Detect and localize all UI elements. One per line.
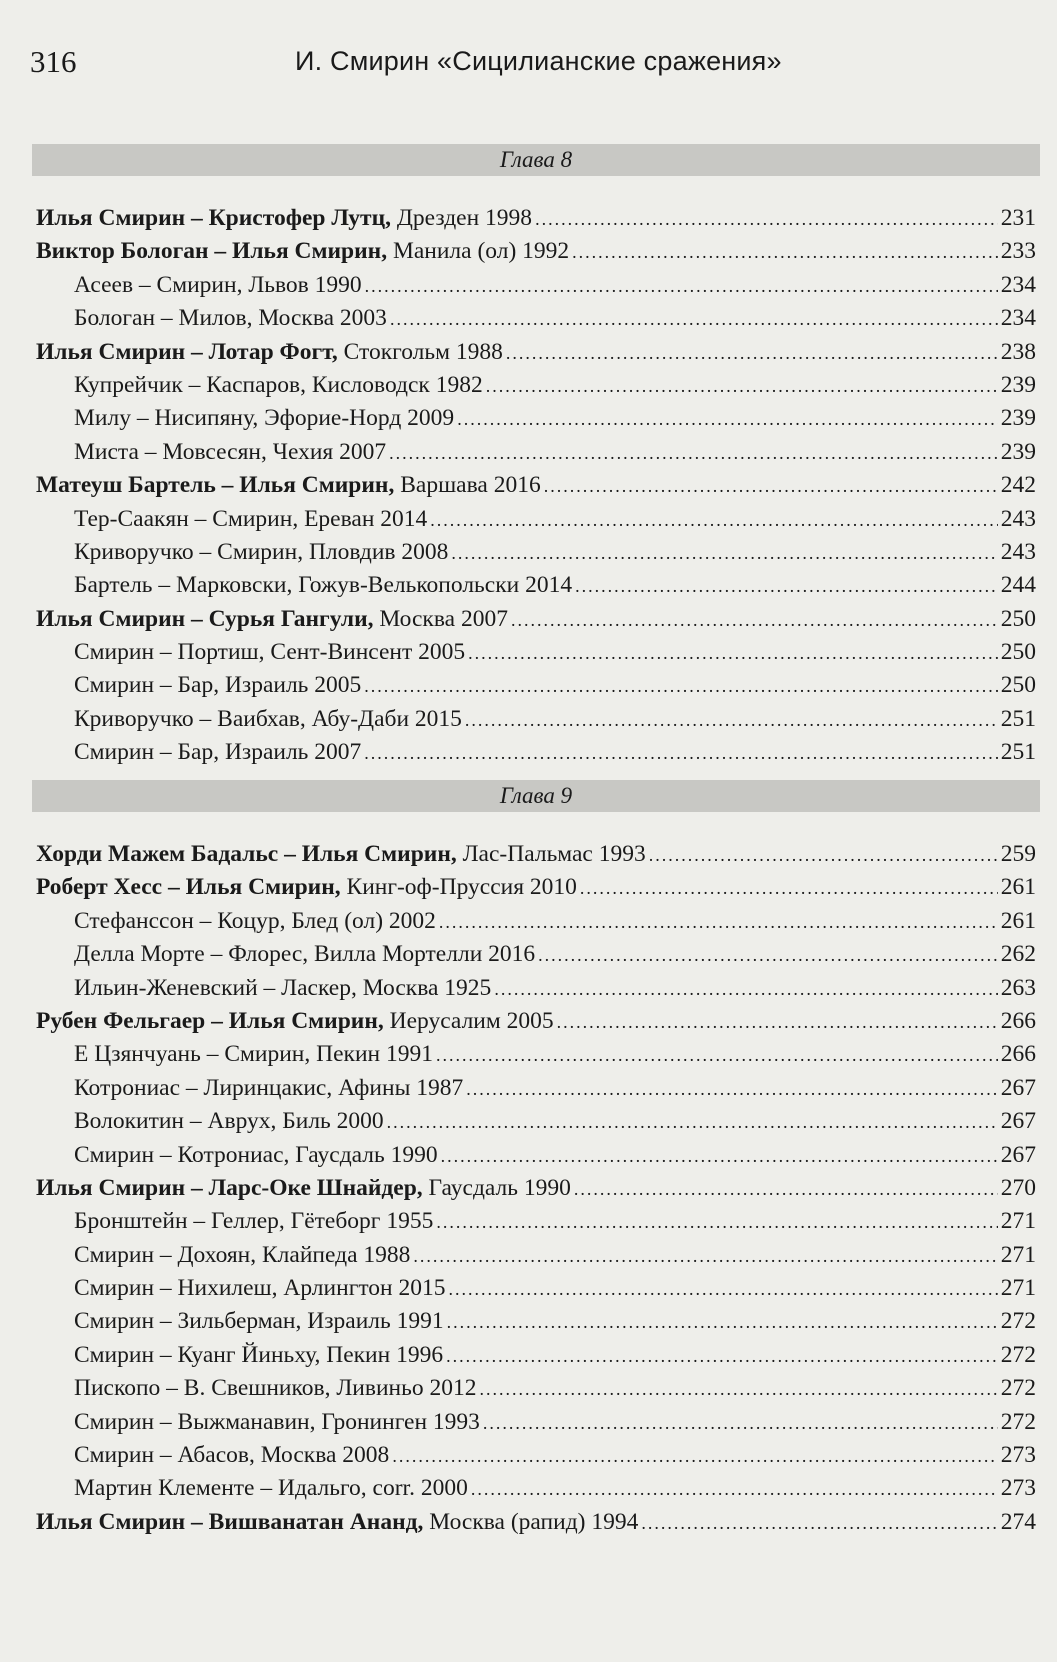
toc-entry <box>36 871 1036 904</box>
toc-entry-event: Волокитин – Аврух, Биль 2000 <box>74 1108 384 1135</box>
toc-entry-event: Делла Морте – Флорес, Вилла Мортелли 2016 <box>74 941 536 968</box>
toc-entry-page: 251 <box>1000 705 1036 732</box>
toc-entry-event: Криворучко – Смирин, Пловдив 2008 <box>74 538 449 565</box>
toc-entry-page: 266 <box>1000 1007 1036 1034</box>
dot-leader <box>483 1407 998 1440</box>
toc-entry-event: Гаусдаль 1990 <box>422 1174 571 1201</box>
toc-entry <box>36 402 1036 435</box>
dot-leader <box>413 1240 997 1273</box>
toc-entry <box>36 1439 1036 1472</box>
toc-entry <box>36 1172 1036 1205</box>
toc-entry-event: Смирин – Бар, Израиль 2007 <box>74 739 362 766</box>
toc-entry <box>36 603 1036 636</box>
toc-entry-players: Виктор Бологан – Илья Смирин, <box>36 238 388 265</box>
toc-entry-page: 272 <box>1000 1408 1036 1435</box>
dot-leader <box>465 704 998 737</box>
toc-entry-page: 243 <box>1000 505 1036 532</box>
chapter-9-entries <box>36 838 1036 1539</box>
toc-entry-page: 262 <box>1000 941 1036 968</box>
dot-leader <box>451 537 997 570</box>
toc-entry <box>36 369 1036 402</box>
toc-entry-event: Смирин – Бар, Израиль 2005 <box>74 672 362 699</box>
toc-entry-event: Стефанссон – Коцур, Блед (ол) 2002 <box>74 907 436 934</box>
toc-entry-page: 272 <box>1000 1341 1036 1368</box>
toc-entry-event: Бартель – Марковски, Гожув-Велькопольски 2014 <box>74 572 573 599</box>
toc-entry <box>36 1072 1036 1105</box>
dot-leader <box>436 1039 998 1072</box>
dot-leader <box>538 939 998 972</box>
toc-entry <box>36 1005 1036 1038</box>
toc-entry-players: Илья Смирин – Кристофер Лутц, <box>36 205 391 231</box>
toc-entry-page: 271 <box>1000 1241 1036 1268</box>
dot-leader <box>574 1173 998 1206</box>
toc-entry <box>36 469 1036 502</box>
toc-entry-event: Кинг-оф-Пруссия 2010 <box>340 874 577 901</box>
toc-entry <box>36 202 1036 235</box>
toc-entry <box>36 1406 1036 1439</box>
toc-entry-page: 261 <box>1000 907 1036 934</box>
dot-leader <box>364 737 997 770</box>
toc-entry-page: 266 <box>1000 1041 1036 1068</box>
toc-entry-page: 267 <box>1000 1074 1036 1101</box>
toc-entry <box>36 536 1036 569</box>
toc-entry <box>36 1506 1036 1539</box>
toc-entry-page: 234 <box>1000 271 1036 298</box>
dot-leader <box>486 370 998 403</box>
toc-entry <box>36 1305 1036 1338</box>
dot-leader <box>468 637 998 670</box>
dot-leader <box>447 1306 998 1339</box>
toc-entry <box>36 669 1036 702</box>
toc-entry-event: Манила (ол) 1992 <box>387 238 570 265</box>
toc-entry-page: 250 <box>1000 672 1036 699</box>
running-head <box>30 44 1027 84</box>
dot-leader <box>572 236 998 269</box>
toc-entry-players: Матеуш Бартель – Илья Смирин, <box>36 472 395 499</box>
toc-entry-players: Илья Смирин – Ларс-Оке Шнайдер, <box>36 1174 423 1201</box>
toc-entry-page: 271 <box>1000 1208 1036 1235</box>
toc-entry <box>36 1239 1036 1272</box>
toc-entry-page: 273 <box>1000 1475 1036 1502</box>
toc-entry-page: 242 <box>1000 472 1036 499</box>
dot-leader <box>364 670 997 703</box>
toc-entry-event: Смирин – Куанг Йиньху, Пекин 1996 <box>74 1341 444 1368</box>
toc-entry-event: Москва (рапид) 1994 <box>423 1508 639 1535</box>
dot-leader <box>580 872 998 905</box>
toc-entry <box>36 269 1036 302</box>
chapter-heading: Глава 8 <box>32 144 1040 176</box>
dot-leader <box>441 1140 998 1173</box>
toc-entry <box>36 938 1036 971</box>
dot-leader <box>575 570 998 603</box>
toc-entry-event: Криворучко – Ваибхав, Абу-Даби 2015 <box>74 705 462 732</box>
toc-entry-players: Хорди Мажем Бадальс – Илья Смирин, <box>36 841 457 867</box>
book-title: И. Смирин «Сицилианские сражения» <box>295 46 782 76</box>
toc-entry-page: 270 <box>1000 1174 1036 1201</box>
toc-entry <box>36 1339 1036 1372</box>
toc-entry-page: 231 <box>1000 205 1036 231</box>
dot-leader <box>494 973 997 1006</box>
toc-entry <box>36 972 1036 1005</box>
toc-entry-event: Миста – Мовсесян, Чехия 2007 <box>74 438 387 465</box>
toc-entry-event: Тер-Саакян – Смирин, Ереван 2014 <box>74 505 428 532</box>
dot-leader <box>387 1106 998 1139</box>
toc-entry-event: Смирин – Нихилеш, Арлингтон 2015 <box>74 1275 446 1302</box>
dot-leader <box>649 839 998 872</box>
dot-leader <box>557 1006 998 1039</box>
toc-entry-page: 273 <box>1000 1442 1036 1469</box>
toc-entry-event: Смирин – Абасов, Москва 2008 <box>74 1442 390 1469</box>
toc-entry-event: Пископо – В. Свешников, Ливиньо 2012 <box>74 1375 477 1402</box>
dot-leader <box>392 1440 997 1473</box>
dot-leader <box>457 403 998 436</box>
toc-entry <box>36 503 1036 536</box>
dot-leader <box>439 906 998 939</box>
toc-entry <box>36 1472 1036 1505</box>
dot-leader <box>535 203 998 236</box>
dot-leader <box>389 437 998 470</box>
toc-entry <box>36 838 1036 871</box>
toc-entry-players: Илья Смирин – Лотар Фогт, <box>36 338 338 365</box>
toc-entry <box>36 1205 1036 1238</box>
dot-leader <box>390 303 998 336</box>
toc-entry-page: 251 <box>1000 739 1036 766</box>
toc-entry-page: 267 <box>1000 1141 1036 1168</box>
toc-entry-event: Иерусалим 2005 <box>383 1007 554 1034</box>
toc-entry-page: 267 <box>1000 1108 1036 1135</box>
toc-entry-page: 263 <box>1000 974 1036 1001</box>
dot-leader <box>430 504 997 537</box>
toc-entry <box>36 235 1036 268</box>
toc-entry <box>36 569 1036 602</box>
dot-leader <box>466 1073 998 1106</box>
toc-entry-event: Смирин – Котрониас, Гаусдаль 1990 <box>74 1141 438 1168</box>
dot-leader <box>446 1340 998 1373</box>
toc-entry-page: 244 <box>1000 572 1036 599</box>
toc-entry-event: Смирин – Портиш, Сент-Винсент 2005 <box>74 639 466 666</box>
toc-entry-event: Ильин-Женевский – Ласкер, Москва 1925 <box>74 974 492 1001</box>
toc-entry <box>36 1139 1036 1172</box>
toc-entry <box>36 736 1036 769</box>
toc-entry-event: Е Цзянчуань – Смирин, Пекин 1991 <box>74 1041 433 1068</box>
toc-entry <box>36 436 1036 469</box>
toc-entry-players: Илья Смирин – Сурья Гангули, <box>36 605 374 632</box>
toc-entry-event: Купрейчик – Каспаров, Кисловодск 1982 <box>74 371 483 398</box>
page-number: 316 <box>30 44 77 79</box>
chapter-heading: Глава 9 <box>32 780 1040 812</box>
toc-entry-page: 250 <box>1000 639 1036 666</box>
toc-entry-event: Смирин – Дохоян, Клайпеда 1988 <box>74 1241 411 1268</box>
toc-entry-event: Смирин – Выжманавин, Гронинген 1993 <box>74 1408 480 1435</box>
dot-leader <box>506 337 998 370</box>
toc-entry-event: Дрезден 1998 <box>390 205 533 231</box>
toc-entry <box>36 1038 1036 1071</box>
toc-entry-page: 239 <box>1000 438 1036 465</box>
dot-leader <box>511 604 998 637</box>
toc-entry-page: 233 <box>1000 238 1036 265</box>
toc-entry <box>36 336 1036 369</box>
dot-leader <box>449 1273 998 1306</box>
dot-leader <box>479 1373 997 1406</box>
toc-entry-page: 238 <box>1000 338 1036 365</box>
dot-leader <box>436 1206 997 1239</box>
toc-entry-event: Смирин – Зильберман, Израиль 1991 <box>74 1308 444 1335</box>
toc-entry-event: Бронштейн – Геллер, Гётеборг 1955 <box>74 1208 434 1235</box>
dot-leader <box>544 470 998 503</box>
toc-entry-page: 261 <box>1000 874 1036 901</box>
toc-entry <box>36 905 1036 938</box>
toc-entry-event: Бологан – Милов, Москва 2003 <box>74 305 387 332</box>
toc-entry-event: Варшава 2016 <box>394 472 541 499</box>
toc-entry-page: 272 <box>1000 1375 1036 1402</box>
toc-entry <box>36 703 1036 736</box>
toc-entry-event: Котрониас – Лиринцакис, Афины 1987 <box>74 1074 464 1101</box>
toc-entry-page: 274 <box>1000 1508 1036 1535</box>
toc-entry-event: Стокгольм 1988 <box>337 338 503 365</box>
toc-entry-event: Милу – Нисипяну, Эфорие-Норд 2009 <box>74 405 455 432</box>
toc-entry <box>36 1372 1036 1405</box>
dot-leader <box>365 270 998 303</box>
toc-entry-players: Рубен Фельгаер – Илья Смирин, <box>36 1007 384 1034</box>
dot-leader <box>471 1473 998 1506</box>
toc-entry-page: 234 <box>1000 305 1036 332</box>
toc-entry-players: Илья Смирин – Вишванатан Ананд, <box>36 1508 424 1535</box>
chapter-8-entries <box>36 202 1036 770</box>
toc-entry-event: Лас-Пальмас 1993 <box>456 841 646 867</box>
toc-entry-page: 243 <box>1000 538 1036 565</box>
dot-leader <box>641 1507 997 1540</box>
toc-entry-page: 239 <box>1000 371 1036 398</box>
toc-entry <box>36 1272 1036 1305</box>
toc-entry-page: 259 <box>1000 841 1036 867</box>
toc-entry-page: 272 <box>1000 1308 1036 1335</box>
toc-entry-players: Роберт Хесс – Илья Смирин, <box>36 874 341 901</box>
toc-entry-event: Москва 2007 <box>373 605 508 632</box>
toc-entry-page: 239 <box>1000 405 1036 432</box>
toc-entry-page: 271 <box>1000 1275 1036 1302</box>
toc-entry <box>36 1105 1036 1138</box>
toc-entry-event: Мартин Клементе – Идальго, corr. 2000 <box>74 1475 468 1502</box>
toc-entry-page: 250 <box>1000 605 1036 632</box>
toc-entry-event: Асеев – Смирин, Львов 1990 <box>74 271 362 298</box>
toc-entry <box>36 636 1036 669</box>
toc-entry <box>36 302 1036 335</box>
